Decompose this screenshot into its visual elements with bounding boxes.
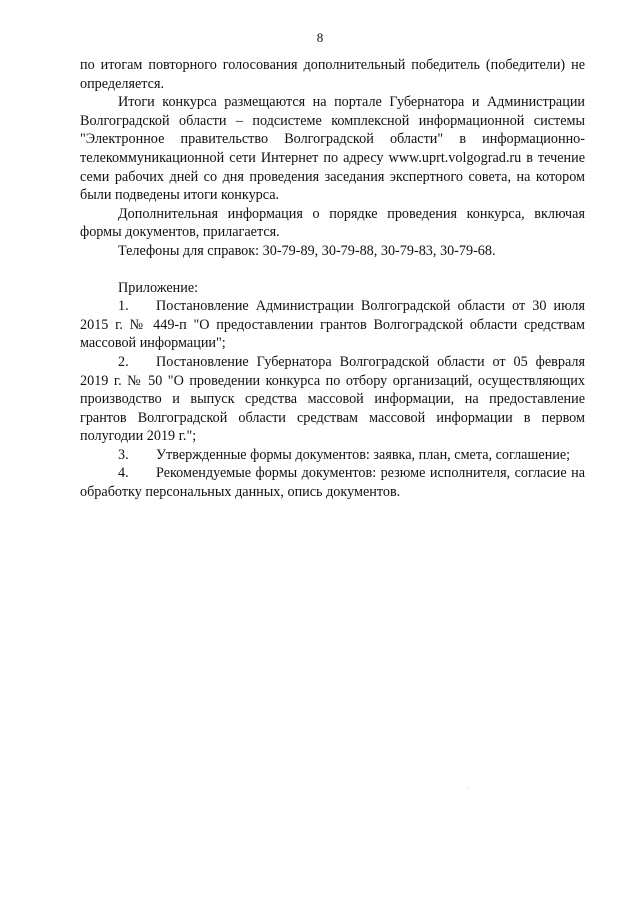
appendix-item: [80, 446, 585, 465]
scan-speck: [467, 788, 468, 789]
paragraph-additional-info: Дополнительная информация о порядке проведения конкурса, включая формы документов, прилагается.: [80, 205, 585, 241]
appendix-item-text: Постановление Администрации Волгоградской области от 30 июля 2015 г. № 449-п "О предоставлении грантов Волгоградской области средствам массовой информации";: [80, 298, 585, 352]
appendix-item: [80, 464, 585, 501]
paragraph-phones: Телефоны для справок: 30-79-89, 30-79-88, 30-79-83, 30-79-68.: [118, 242, 496, 259]
appendix-item-text: Рекомендуемые формы документов: резюме исполнителя, согласие на обработку персональных данных, опись документов.: [80, 465, 585, 501]
document-body: [80, 56, 585, 502]
appendix-item-text: Утвержденные формы документов: заявка, план, смета, соглашение;: [156, 446, 571, 463]
appendix-item-number: 2.: [118, 353, 129, 370]
paragraph-voting-result: по итогам повторного голосования дополнительный победитель (победители) не определяется.: [80, 57, 585, 92]
paragraph-results-publication: Итоги конкурса размещаются на портале Губернатора и Администрации Волгоградской области – подсистеме комплексной информационной системы "Электронное правительство Волгоградской области" в информационно-телекоммуникационной сети Интернет по адресу www.uprt.volgograd.ru в течение семи рабочих дней со дня проведения заседания экспертного совета, на котором были подведены итоги конкурса.: [80, 94, 585, 204]
page-number: 8: [316, 30, 324, 45]
appendix-item-number: 4.: [118, 465, 129, 482]
appendix-item-number: 1.: [118, 298, 129, 315]
appendix-item: [80, 297, 585, 353]
appendix-item: [80, 353, 585, 446]
appendix-item-text: Постановление Губернатора Волгоградской области от 05 февраля 2019 г. № 50 "О проведении конкурса по отбору организаций, осуществляющих производство и выпуск средства массовой информации, на предоставление грантов Волгоградской области средствам массовой информации в первом полугодии 2019 г.";: [80, 353, 585, 445]
appendix-heading: Приложение:: [118, 279, 199, 296]
appendix-item-number: 3.: [118, 446, 129, 463]
section-spacer: [80, 261, 585, 279]
